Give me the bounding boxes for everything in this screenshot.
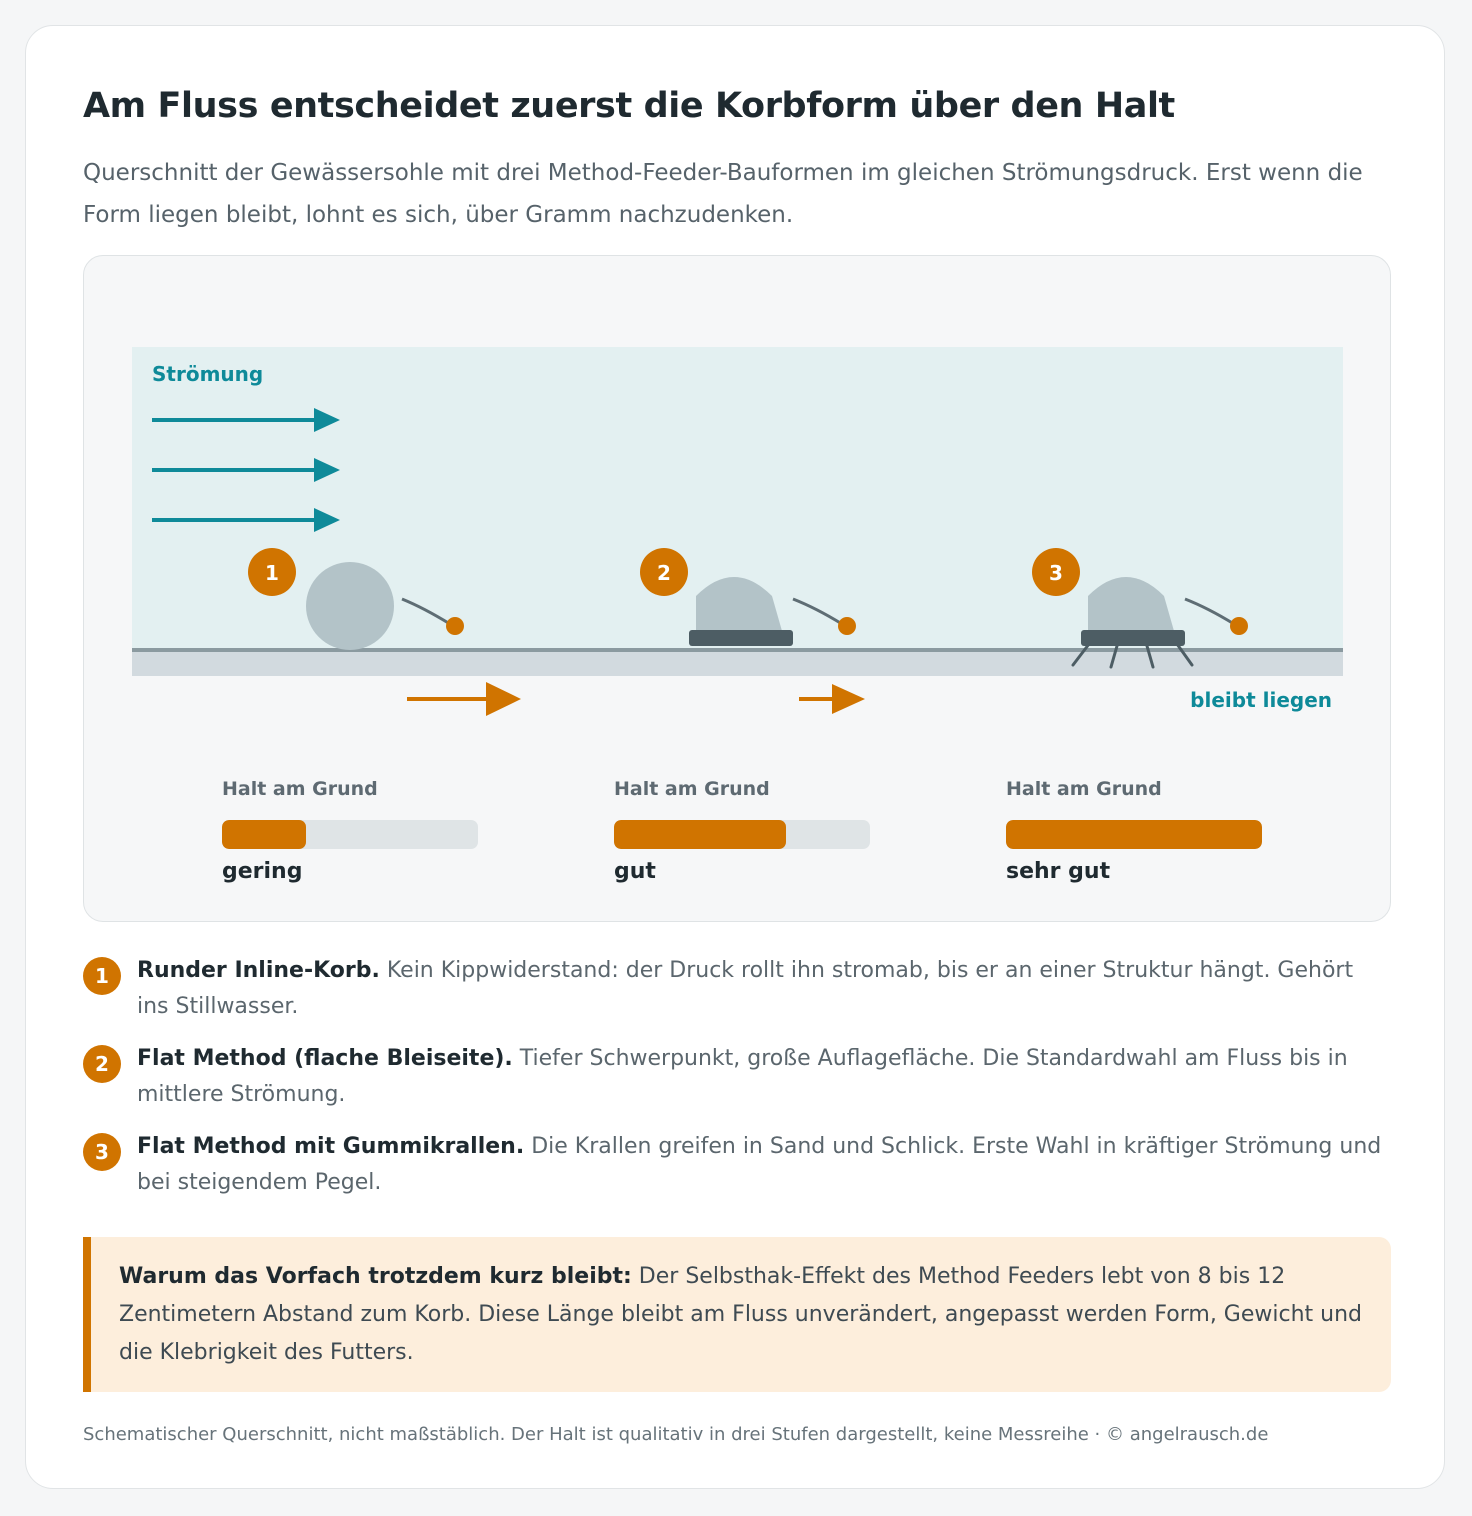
note-text (137, 953, 1387, 1025)
flat-lead-base (689, 630, 793, 646)
halt-bar-fill (222, 820, 306, 849)
callout-body: Der Selbsthak-Effekt des Method Feeders lebt von 8 bis 12 Zentimetern Abstand zum Korb. Diese Länge bleibt am Fluss unverändert, angepasst werden Form, Gewicht und die Klebrigkeit des Futters. (119, 1264, 1362, 1365)
halt-value: gut (614, 859, 656, 884)
footer-note: Schematischer Querschnitt, nicht maßstäblich. Der Halt ist qualitativ in drei Stufen dargestellt, keine Messreihe · © angelrausch.de (83, 1424, 1269, 1445)
halt-bar-track (1006, 820, 1262, 849)
hook-bait-icon (1230, 617, 1248, 635)
current-label: Strömung (152, 362, 264, 386)
note-text (137, 1129, 1387, 1201)
page-subtitle: Querschnitt der Gewässersohle mit drei Method-Feeder-Bauformen im gleichen Strömungsdruck. Erst wenn die Form liegen bleibt, lohnt es sich, über Gramm nachzudenken. (83, 160, 1363, 228)
callout-text (119, 1258, 1363, 1372)
halt-bar-fill (1006, 820, 1262, 849)
page-title: Am Fluss entscheidet zuerst die Korbform über den Halt (83, 86, 1175, 126)
stays-label: bleibt liegen (1190, 688, 1332, 712)
halt-value: gering (222, 859, 303, 884)
note-body: Die Krallen greifen in Sand und Schlick. Erste Wahl in kräftiger Strömung und bei steigendem Pegel. (137, 1134, 1382, 1195)
infographic-card (25, 25, 1445, 1489)
feeder-2-number: 2 (657, 561, 671, 585)
feeder-1-number: 1 (265, 561, 279, 585)
halt-meter-2 (614, 778, 870, 884)
note-badge: 1 (83, 957, 121, 995)
note-body: Tiefer Schwerpunkt, große Auflagefläche. Die Standardwahl am Fluss bis in mittlere Strömung. (137, 1046, 1348, 1107)
halt-bar-fill (614, 820, 786, 849)
note-title: Flat Method (flache Bleiseite). (137, 1046, 513, 1071)
flat-lead-base (1081, 630, 1185, 646)
leader-callout (83, 1237, 1391, 1392)
round-inline-feeder (306, 562, 394, 650)
hook-bait-icon (446, 617, 464, 635)
drift-arrow-icon (407, 682, 521, 716)
feeder-3-number: 3 (1049, 561, 1063, 585)
note-title: Flat Method mit Gummikrallen. (137, 1134, 525, 1159)
halt-bar-track (222, 820, 478, 849)
note-title: Runder Inline-Korb. (137, 958, 380, 983)
note-text (137, 1041, 1387, 1113)
drift-arrow-icon (799, 684, 865, 714)
callout-title: Warum das Vorfach trotzdem kurz bleibt: (119, 1264, 632, 1289)
halt-label: Halt am Grund (222, 778, 378, 800)
halt-meter-1 (222, 778, 478, 884)
river-bed (132, 650, 1343, 676)
note-badge: 2 (83, 1045, 121, 1083)
halt-value: sehr gut (1006, 859, 1111, 884)
halt-label: Halt am Grund (1006, 778, 1162, 800)
halt-label: Halt am Grund (614, 778, 770, 800)
hook-bait-icon (838, 617, 856, 635)
note-body: Kein Kippwiderstand: der Druck rollt ihn stromab, bis er an einer Struktur hängt. Gehört ins Stillwasser. (137, 958, 1354, 1019)
halt-bar-track (614, 820, 870, 849)
note-badge: 3 (83, 1133, 121, 1171)
halt-meter-3 (1006, 778, 1262, 884)
cross-section-figure (83, 255, 1391, 922)
